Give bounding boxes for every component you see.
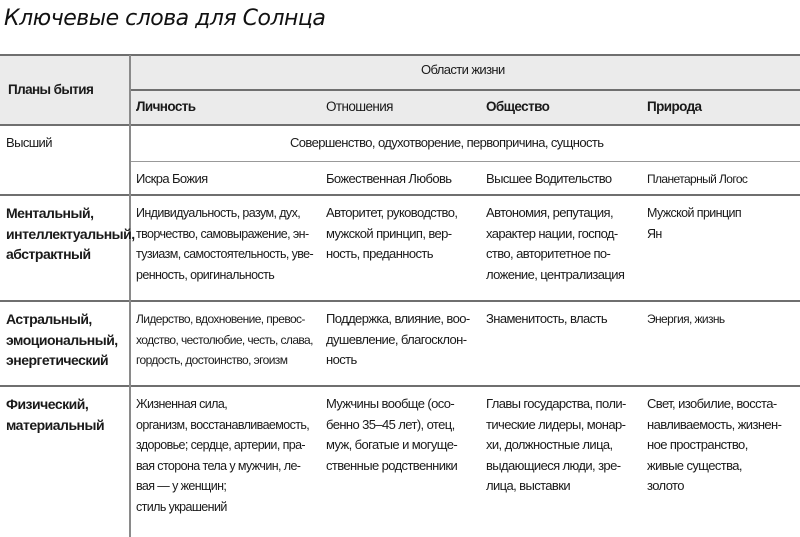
table-cell: Планетарный Логос — [647, 172, 748, 186]
plane-label — [6, 203, 135, 265]
cell-line: Свет, изобилие, восста- — [647, 396, 777, 411]
table-cell — [647, 309, 725, 330]
cell-line: стиль украшений — [136, 499, 227, 514]
cell-line: Автономия, репутация, — [486, 205, 613, 220]
cell-line: Знаменитость, власть — [486, 311, 608, 326]
cell-line: Ян — [647, 226, 662, 241]
cell-line: Энергия, жизнь — [647, 312, 725, 326]
cell-line: творчество, самовыражение, эн- — [136, 226, 309, 241]
cell-line: тузиазм, самостоятельность, уве- — [136, 247, 314, 261]
table-cell — [326, 203, 457, 265]
table-cell — [647, 203, 741, 244]
plane-line: Астральный, — [6, 311, 92, 327]
cell-line: Мужчины вообще (осо- — [326, 396, 455, 411]
cell-line: лица, выставки — [486, 478, 570, 493]
table-cell — [136, 309, 313, 371]
cell-line: гордость, достоинство, эгоизм — [136, 353, 288, 367]
table-cell — [486, 203, 624, 285]
cell-line: ложение, централизация — [486, 266, 625, 282]
column-header: Отношения — [326, 99, 393, 114]
cell-line: вая — у женщин; — [136, 479, 227, 493]
cell-line: золото — [647, 478, 684, 493]
cell-line: тические лидеры, монар- — [486, 416, 626, 432]
table-cell: Божественная Любовь — [326, 171, 452, 186]
table-cell — [136, 394, 309, 517]
plane-line: Физический, — [6, 396, 89, 412]
divider — [0, 124, 800, 126]
cell-line: хи, должностные лица, — [486, 437, 613, 452]
cell-line: душевление, благосклон- — [326, 331, 467, 347]
divider — [0, 300, 800, 302]
cell-line: ное пространство, — [647, 437, 748, 452]
divider — [0, 385, 800, 387]
cell-line: навливаемость, жизнен- — [647, 416, 782, 432]
cell-line: вая сторона тела у мужчин, ле- — [136, 458, 301, 473]
cell-line: ность — [326, 352, 357, 367]
table-cell — [486, 394, 626, 497]
table-cell: Высшее Водительство — [486, 171, 612, 186]
divider — [129, 55, 131, 537]
cell-line: Индивидуальность, разум, дух, — [136, 206, 301, 220]
table-cell — [136, 203, 313, 285]
table-cell — [326, 309, 470, 371]
cell-line: организм, восстанавливаемость, — [136, 417, 310, 432]
cell-line: Главы государства, поли- — [486, 396, 626, 411]
cell-line: муж, богатые и могуще- — [326, 437, 458, 452]
plane-line: энергетический — [6, 352, 109, 368]
table-cell — [326, 394, 457, 476]
cell-line: Жизненная сила, — [136, 397, 228, 411]
column-header: Общество — [486, 99, 550, 114]
cell-line: ренность, оригинальность — [136, 267, 275, 282]
plane-line: абстрактный — [6, 246, 91, 262]
cell-line: живые существа, — [647, 457, 742, 473]
column-header: Природа — [647, 99, 702, 114]
cell-line: ность, преданность — [326, 246, 433, 261]
cell-line: здоровье; сердце, артерии, пра- — [136, 438, 305, 452]
plane-label — [6, 394, 104, 435]
header-areas: Области жизни — [421, 62, 505, 77]
cell-line: мужской принцип, вер- — [326, 225, 452, 241]
divider — [131, 89, 800, 91]
column-header: Личность — [136, 99, 196, 114]
cell-line: Поддержка, влияние, воо- — [326, 311, 470, 326]
cell-line: бенно 35–45 лет), отец, — [326, 416, 455, 432]
page-title: Ключевые слова для Солнца — [4, 6, 326, 31]
cell-line: Лидерство, вдохновение, превос- — [136, 312, 305, 326]
span-cell: Совершенство, одухотворение, первопричина, сущность — [290, 135, 604, 150]
cell-line: выдающиеся люди, зре- — [486, 457, 621, 473]
cell-line: ходство, честолюбие, честь, слава, — [136, 332, 313, 347]
header-planes: Планы бытия — [8, 82, 94, 97]
cell-line: ство, авторитетное по- — [486, 246, 611, 261]
cell-line: характер нации, господ- — [486, 225, 618, 241]
plane-label: Высший — [6, 135, 52, 150]
plane-label — [6, 309, 118, 371]
plane-line: материальный — [6, 416, 105, 433]
plane-line: Ментальный, — [6, 205, 94, 221]
cell-line: ственные родственники — [326, 457, 458, 473]
divider — [0, 54, 800, 56]
plane-line: эмоциональный, — [6, 331, 118, 348]
table-cell — [647, 394, 781, 497]
cell-line: Авторитет, руководство, — [326, 205, 458, 220]
table-cell: Искра Божия — [136, 171, 208, 186]
divider — [131, 161, 800, 162]
cell-line: Мужской принцип — [647, 206, 742, 220]
table-cell — [486, 309, 607, 330]
plane-line: интеллектуальный, — [6, 225, 135, 242]
divider — [0, 194, 800, 196]
